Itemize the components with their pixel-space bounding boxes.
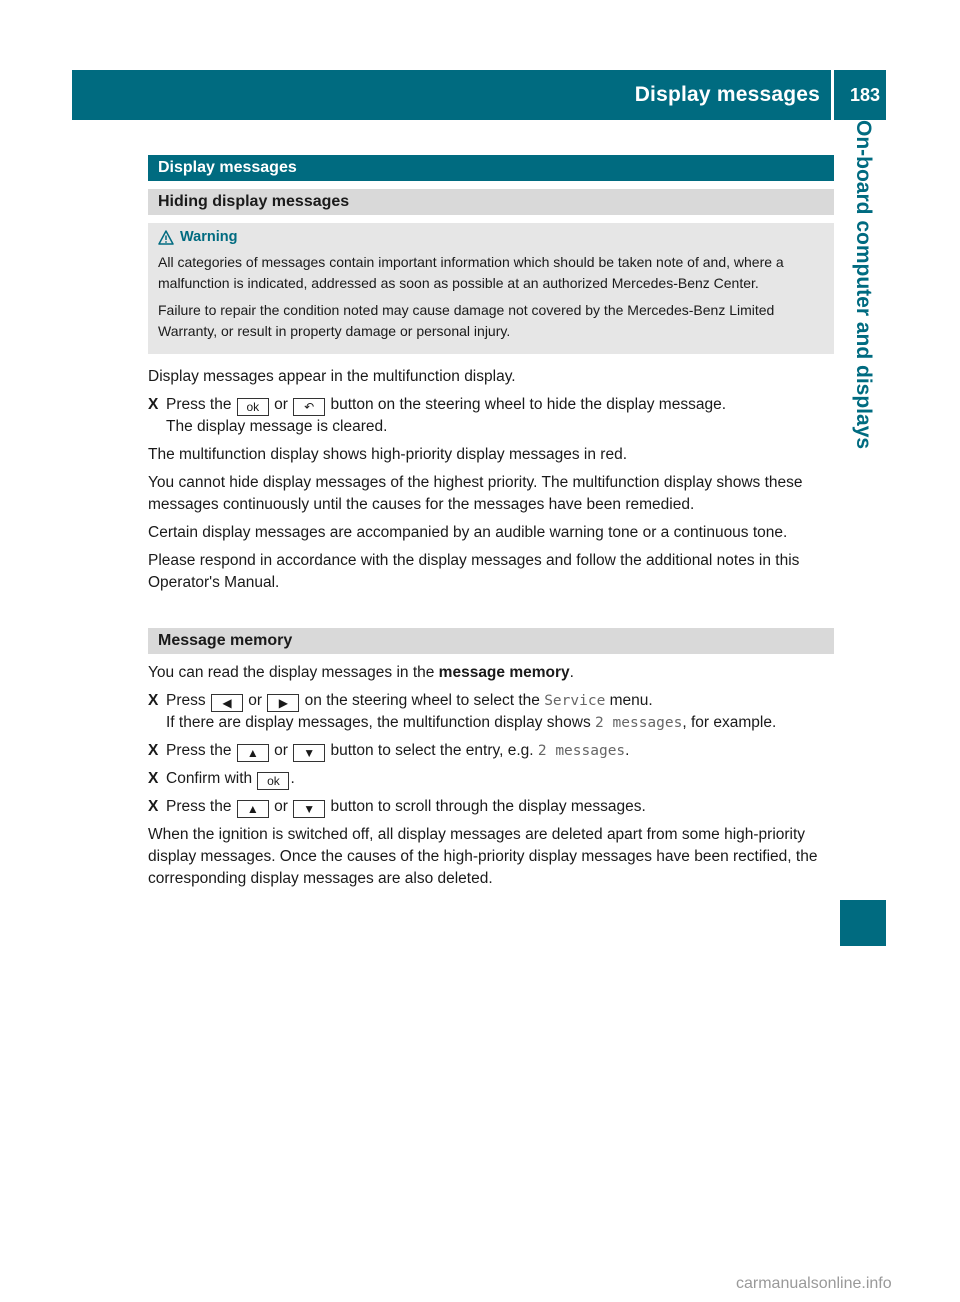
warning-heading — [158, 227, 824, 248]
step-arrow-icon: X — [148, 770, 159, 787]
subsection-title-memory: Message memory — [148, 628, 834, 654]
instruction-step — [148, 394, 834, 438]
step-result: The display message is cleared. — [166, 418, 388, 435]
instruction-step — [148, 796, 834, 818]
chapter-marker — [840, 900, 886, 946]
page-header — [72, 70, 886, 120]
chapter-label: On-board computer and displays — [852, 120, 875, 450]
down-key-icon: ▼ — [293, 744, 325, 762]
step-arrow-icon: X — [148, 798, 159, 815]
instruction-step — [148, 740, 834, 762]
right-key-icon: ▶ — [267, 694, 299, 712]
step-arrow-icon: X — [148, 692, 159, 709]
hiding-intro: Display messages appear in the multifunction display. — [148, 368, 516, 385]
chapter-side-tab — [840, 70, 886, 870]
paragraph: The multifunction display shows high-priority display messages in red. — [148, 446, 627, 463]
warning-text-1: All categories of messages contain important information which should be taken note of and, where a malfunction is indicated, addressed as soon as possible at an authorized Mercedes-Benz Center. — [158, 254, 784, 291]
instruction-step — [148, 690, 834, 734]
watermark: carmanualsonline.info — [736, 1275, 892, 1292]
left-key-icon: ◀ — [211, 694, 243, 712]
step-body: Confirm with ok . — [166, 770, 295, 788]
warning-label: Warning — [180, 229, 238, 245]
warning-triangle-icon — [158, 230, 174, 245]
step-body: Press the ▲ or ▼ button to select the entry, e.g. 2 messages. — [166, 742, 630, 760]
down-key-icon: ▼ — [293, 800, 325, 818]
paragraph: You cannot hide display messages of the highest priority. The multifunction display shows these messages continuously until the causes for the messages have been remedied. — [148, 474, 803, 513]
closing-paragraph: When the ignition is switched off, all display messages are deleted apart from some high-priority display messages. Once the causes of the high-priority display messages have been rectified, the corresponding display messages are also deleted. — [148, 826, 818, 887]
step-arrow-icon: X — [148, 396, 159, 413]
back-key-icon: ↶ — [293, 398, 325, 416]
subsection-title-hiding: Hiding display messages — [148, 189, 834, 215]
up-key-icon: ▲ — [237, 800, 269, 818]
page-number: 183 — [849, 85, 880, 105]
page-content — [148, 155, 834, 896]
warning-text-2: Failure to repair the condition noted may cause damage not covered by the Mercedes-Benz Limited Warranty, or result in property damage or personal injury. — [158, 302, 775, 339]
step-body: Press ◀ or ▶ on the steering wheel to select the Service menu. If there are display messages, the multifunction display shows 2 messages, for example. — [166, 690, 834, 734]
paragraph: Certain display messages are accompanied by an audible warning tone or a continuous tone. — [148, 524, 788, 541]
instruction-step — [148, 768, 834, 790]
memory-intro: You can read the display messages in the message memory. — [148, 664, 574, 681]
ok-key-icon: ok — [237, 398, 269, 416]
warning-box — [148, 223, 834, 354]
header-title: Display messages — [634, 83, 820, 106]
ok-key-icon: ok — [257, 772, 289, 790]
step-body: Press the ▲ or ▼ button to scroll through the display messages. — [166, 798, 646, 816]
section-title: Display messages — [148, 155, 834, 181]
up-key-icon: ▲ — [237, 744, 269, 762]
paragraph: Please respond in accordance with the display messages and follow the additional notes in this Operator's Manual. — [148, 552, 800, 591]
step-body: Press the ok or ↶ button on the steering wheel to hide the display message. The display message is cleared. — [166, 394, 834, 438]
step-arrow-icon: X — [148, 742, 159, 759]
header-divider — [831, 70, 834, 120]
step-result: If there are display messages, the multifunction display shows 2 messages, for example. — [166, 714, 777, 731]
spacer — [148, 600, 834, 628]
